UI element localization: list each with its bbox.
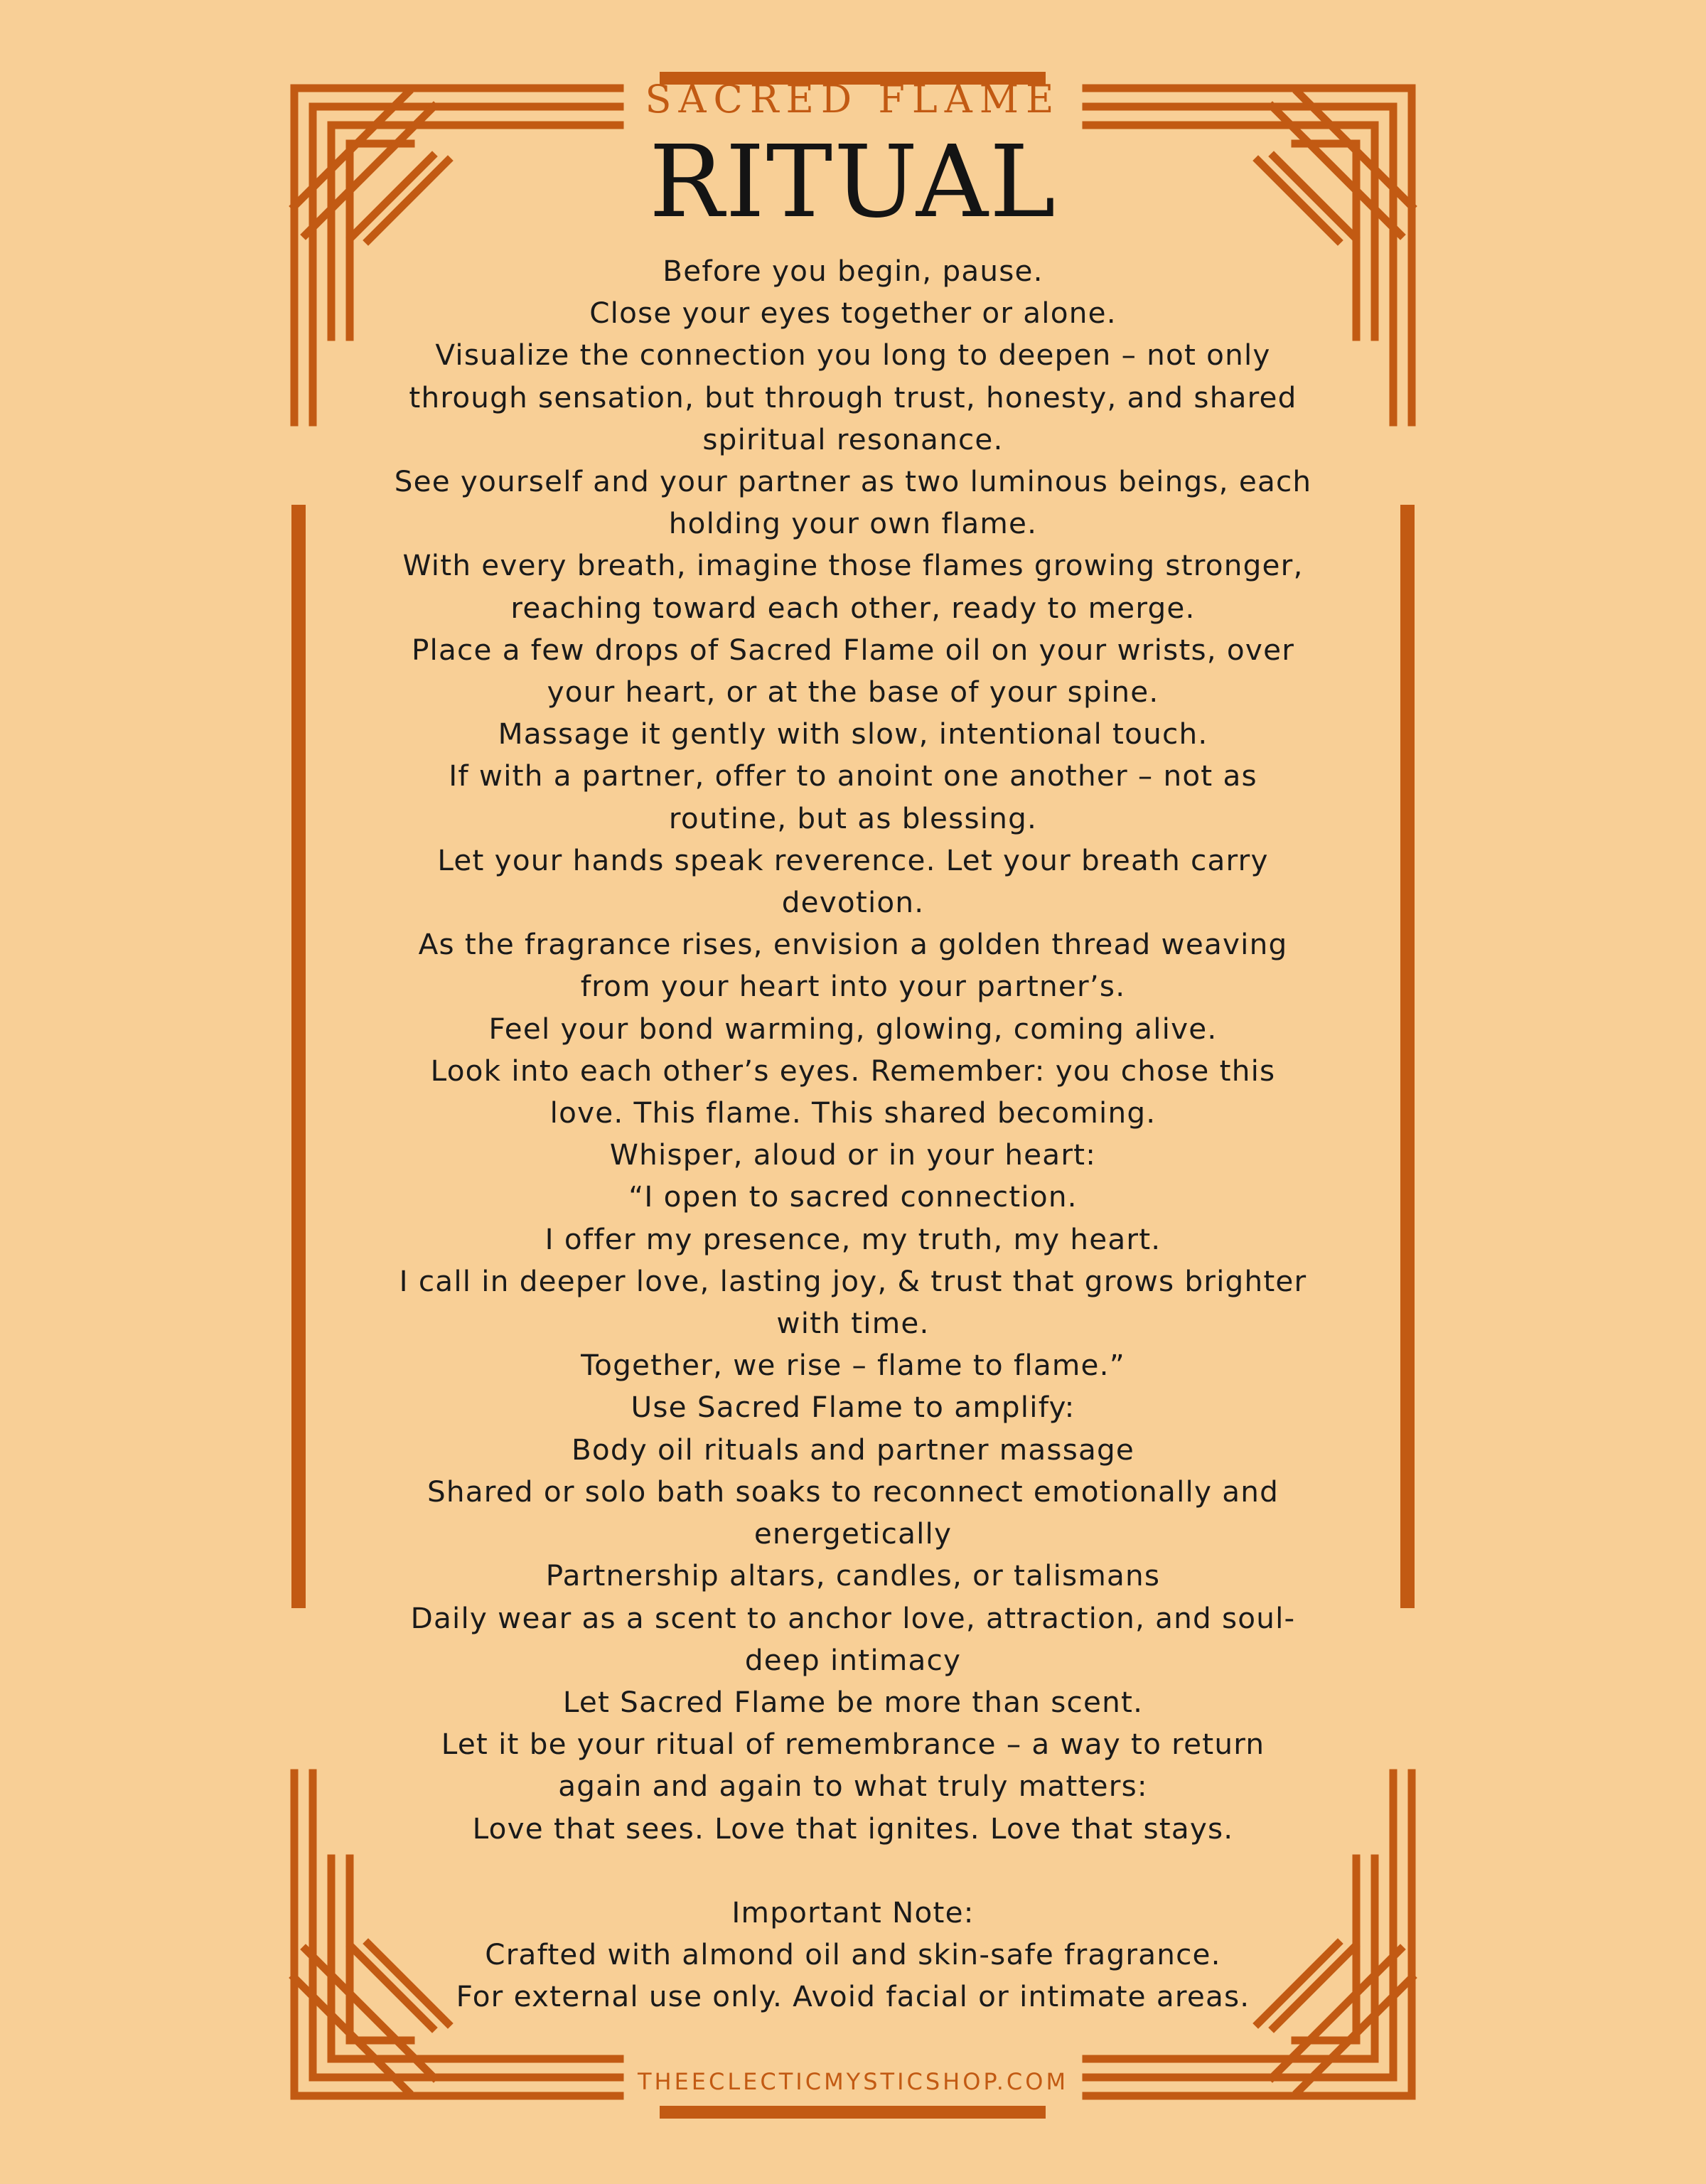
text-line: Close your eyes together or alone. <box>589 296 1117 331</box>
text-line: “I open to sacred connection. <box>628 1179 1078 1214</box>
text-line: from your heart into your partner’s. <box>580 969 1126 1004</box>
text-line: Whisper, aloud or in your heart: <box>609 1138 1097 1172</box>
ritual-text <box>313 250 1393 2018</box>
blank-line <box>313 1850 1393 1892</box>
text-line: Important Note: <box>731 1895 975 1929</box>
text-line: Shared or solo bath soaks to reconnect emotionally and <box>426 1474 1280 1509</box>
page-title: RITUAL <box>649 124 1057 240</box>
text-line: Place a few drops of Sacred Flame oil on your wrists, over <box>411 632 1295 667</box>
text-line: I offer my presence, my truth, my heart. <box>544 1221 1162 1256</box>
text-line: For external use only. Avoid facial or intimate areas. <box>456 1979 1250 2014</box>
text-line: Body oil rituals and partner massage <box>571 1432 1135 1467</box>
text-line: Crafted with almond oil and skin-safe fragrance. <box>485 1937 1221 1972</box>
frame-left-bar <box>291 505 306 1608</box>
text-line: Let it be your ritual of remembrance – a way to return <box>441 1727 1265 1762</box>
text-line: Let your hands speak reverence. Let your breath carry <box>437 842 1269 877</box>
text-line: Massage it gently with slow, intentional touch. <box>498 717 1208 751</box>
text-line: Visualize the connection you long to deepen – not only <box>435 338 1271 373</box>
frame-right-bar <box>1400 505 1415 1608</box>
text-line: reaching toward each other, ready to merge. <box>510 590 1196 625</box>
text-line: With every breath, imagine those flames growing stronger, <box>402 548 1304 583</box>
text-line: Let Sacred Flame be more than scent. <box>562 1684 1144 1719</box>
text-line: your heart, or at the base of your spine. <box>547 675 1159 710</box>
text-line: energetically <box>753 1516 953 1551</box>
website-url[interactable]: THEECLECTICMYSTICSHOP.COM <box>637 2068 1069 2095</box>
text-line: with time. <box>776 1306 930 1341</box>
text-line: Before you begin, pause. <box>662 254 1044 288</box>
frame-bottom-bar <box>660 2106 1046 2119</box>
text-line: devotion. <box>781 885 925 920</box>
text-line: again and again to what truly matters: <box>558 1769 1148 1804</box>
text-line: Partnership altars, candles, or talismans <box>545 1558 1161 1593</box>
text-line: If with a partner, offer to anoint one another – not as <box>449 759 1257 793</box>
text-line: Daily wear as a scent to anchor love, attraction, and soul- <box>410 1600 1296 1635</box>
text-line: See yourself and your partner as two luminous beings, each <box>394 464 1312 499</box>
text-line: Feel your bond warming, glowing, coming alive. <box>488 1011 1218 1046</box>
text-line: Look into each other’s eyes. Remember: you chose this <box>430 1053 1276 1088</box>
subtitle: SACRED FLAME <box>645 77 1061 122</box>
text-line: Use Sacred Flame to amplify: <box>631 1390 1075 1425</box>
text-line: spiritual resonance. <box>702 422 1004 456</box>
text-line: I call in deeper love, lasting joy, & trust that grows brighter <box>399 1263 1307 1298</box>
text-line: As the fragrance rises, envision a golden thread weaving <box>418 927 1288 962</box>
text-line: routine, but as blessing. <box>668 801 1038 835</box>
text-line: through sensation, but through trust, honesty, and shared <box>409 380 1297 414</box>
text-line: holding your own flame. <box>668 506 1038 541</box>
text-line: deep intimacy <box>744 1642 962 1677</box>
text-line: Together, we rise – flame to flame.” <box>581 1348 1125 1383</box>
text-line: love. This flame. This shared becoming. <box>549 1096 1157 1130</box>
text-line: Love that sees. Love that ignites. Love that stays. <box>472 1811 1234 1846</box>
